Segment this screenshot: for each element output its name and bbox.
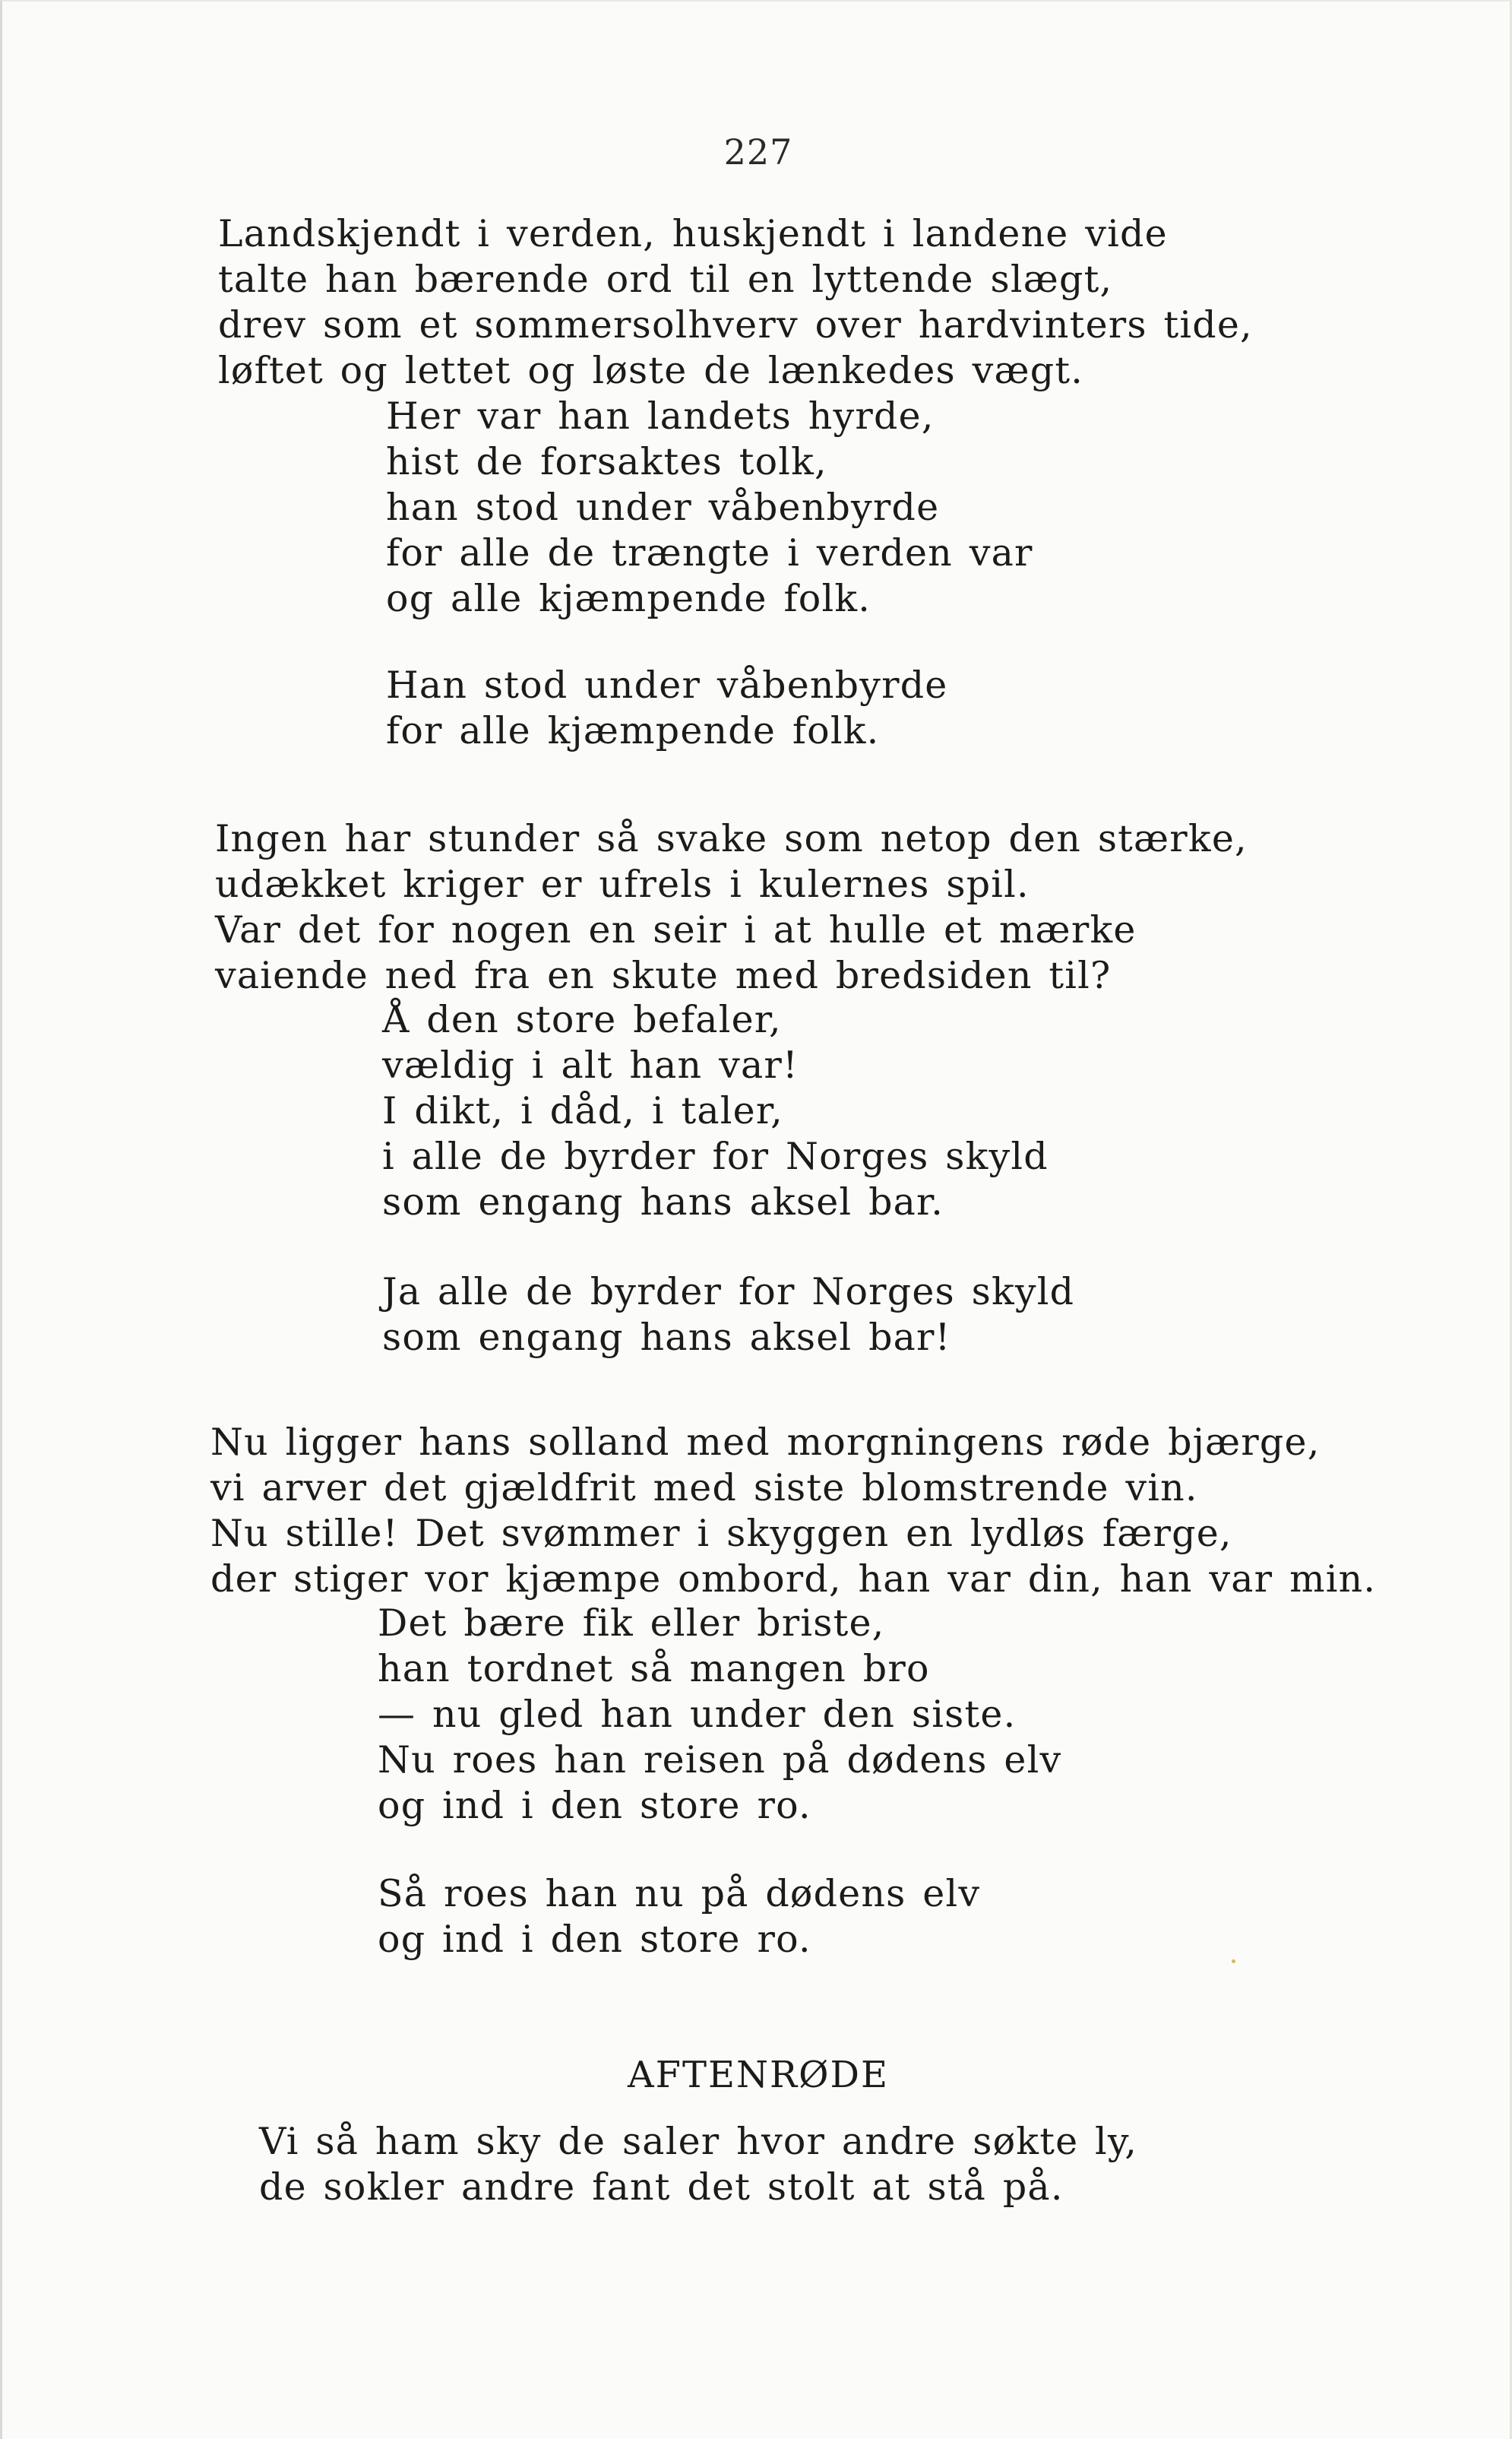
stanza-2-indented xyxy=(382,997,1049,1225)
poem-line: hist de forsaktes tolk, xyxy=(386,440,827,483)
stanza-3-main xyxy=(210,1420,1376,1602)
poem-line: for alle de trængte i verden var xyxy=(386,531,1033,575)
stanza-2-refrain xyxy=(382,1269,1074,1360)
stanza-1-main xyxy=(218,211,1253,394)
poem-line: han tordnet så mangen bro xyxy=(378,1647,930,1690)
stanza-2-main xyxy=(215,816,1248,999)
poem-line: Ja alle de byrder for Norges skyld xyxy=(382,1270,1075,1313)
poem-line: og ind i den store ro. xyxy=(378,1784,811,1827)
stanza-3-indented xyxy=(378,1601,1061,1829)
poem-line: Så roes han nu på dødens elv xyxy=(378,1872,981,1915)
poem-line: I dikt, i dåd, i taler, xyxy=(382,1089,783,1132)
poem-line: vi arver det gjældfrit med siste blomstrende vin. xyxy=(210,1466,1198,1509)
poem-line: som engang hans aksel bar! xyxy=(382,1316,951,1359)
poem-title: AFTENRØDE xyxy=(627,2054,890,2096)
poem-line: de sokler andre fant det stolt at stå på. xyxy=(259,2165,1064,2209)
poem-line: Her var han landets hyrde, xyxy=(386,394,935,438)
final-stanza xyxy=(259,2119,1137,2210)
paper-speck xyxy=(1232,1959,1235,1963)
poem-line: Vi så ham sky de saler hvor andre søkte ly, xyxy=(259,2120,1138,2163)
poem-line: drev som et sommersolhverv over hardvinters tide, xyxy=(218,303,1253,347)
poem-line: talte han bærende ord til en lyttende slægt, xyxy=(218,258,1113,301)
poem-line: Nu ligger hans solland med morgningens røde bjærge, xyxy=(210,1421,1321,1464)
poem-line: løftet og lettet og løste de lænkedes vægt. xyxy=(218,349,1084,392)
poem-line: Ingen har stunder så svake som netop den stærke, xyxy=(215,817,1248,860)
poem-line: i alle de byrder for Norges skyld xyxy=(382,1135,1049,1178)
poem-line: Landskjendt i verden, huskjendt i landene vide xyxy=(218,212,1168,255)
stanza-1-indented xyxy=(386,394,1033,622)
poem-line: der stiger vor kjæmpe ombord, han var din, han var min. xyxy=(210,1557,1377,1601)
poem-line: — nu gled han under den siste. xyxy=(378,1693,1017,1736)
poem-line: Han stod under våbenbyrde xyxy=(386,664,948,707)
poem-line: han stod under våbenbyrde xyxy=(386,486,940,529)
poem-line: vaiende ned fra en skute med bredsiden til? xyxy=(215,954,1112,997)
poem-line: Det bære fik eller briste, xyxy=(378,1601,885,1645)
stanza-1-refrain xyxy=(386,663,948,754)
poem-line: Nu stille! Det svømmer i skyggen en lydløs færge, xyxy=(210,1512,1232,1555)
poem-line: vældig i alt han var! xyxy=(382,1044,799,1087)
stanza-3-refrain xyxy=(378,1871,980,1962)
poem-line: for alle kjæmpende folk. xyxy=(386,709,880,752)
poem-line: Å den store befaler, xyxy=(382,998,782,1041)
poem-line: Nu roes han reisen på dødens elv xyxy=(378,1738,1062,1782)
poem-line: og alle kjæmpende folk. xyxy=(386,577,871,620)
poem-line: Var det for nogen en seir i at hulle et mærke xyxy=(215,908,1137,952)
page-number: 227 xyxy=(723,131,793,173)
poem-line: som engang hans aksel bar. xyxy=(382,1180,944,1224)
poem-line: udækket kriger er ufrels i kulernes spil. xyxy=(215,863,1030,906)
poem-line: og ind i den store ro. xyxy=(378,1918,811,1961)
